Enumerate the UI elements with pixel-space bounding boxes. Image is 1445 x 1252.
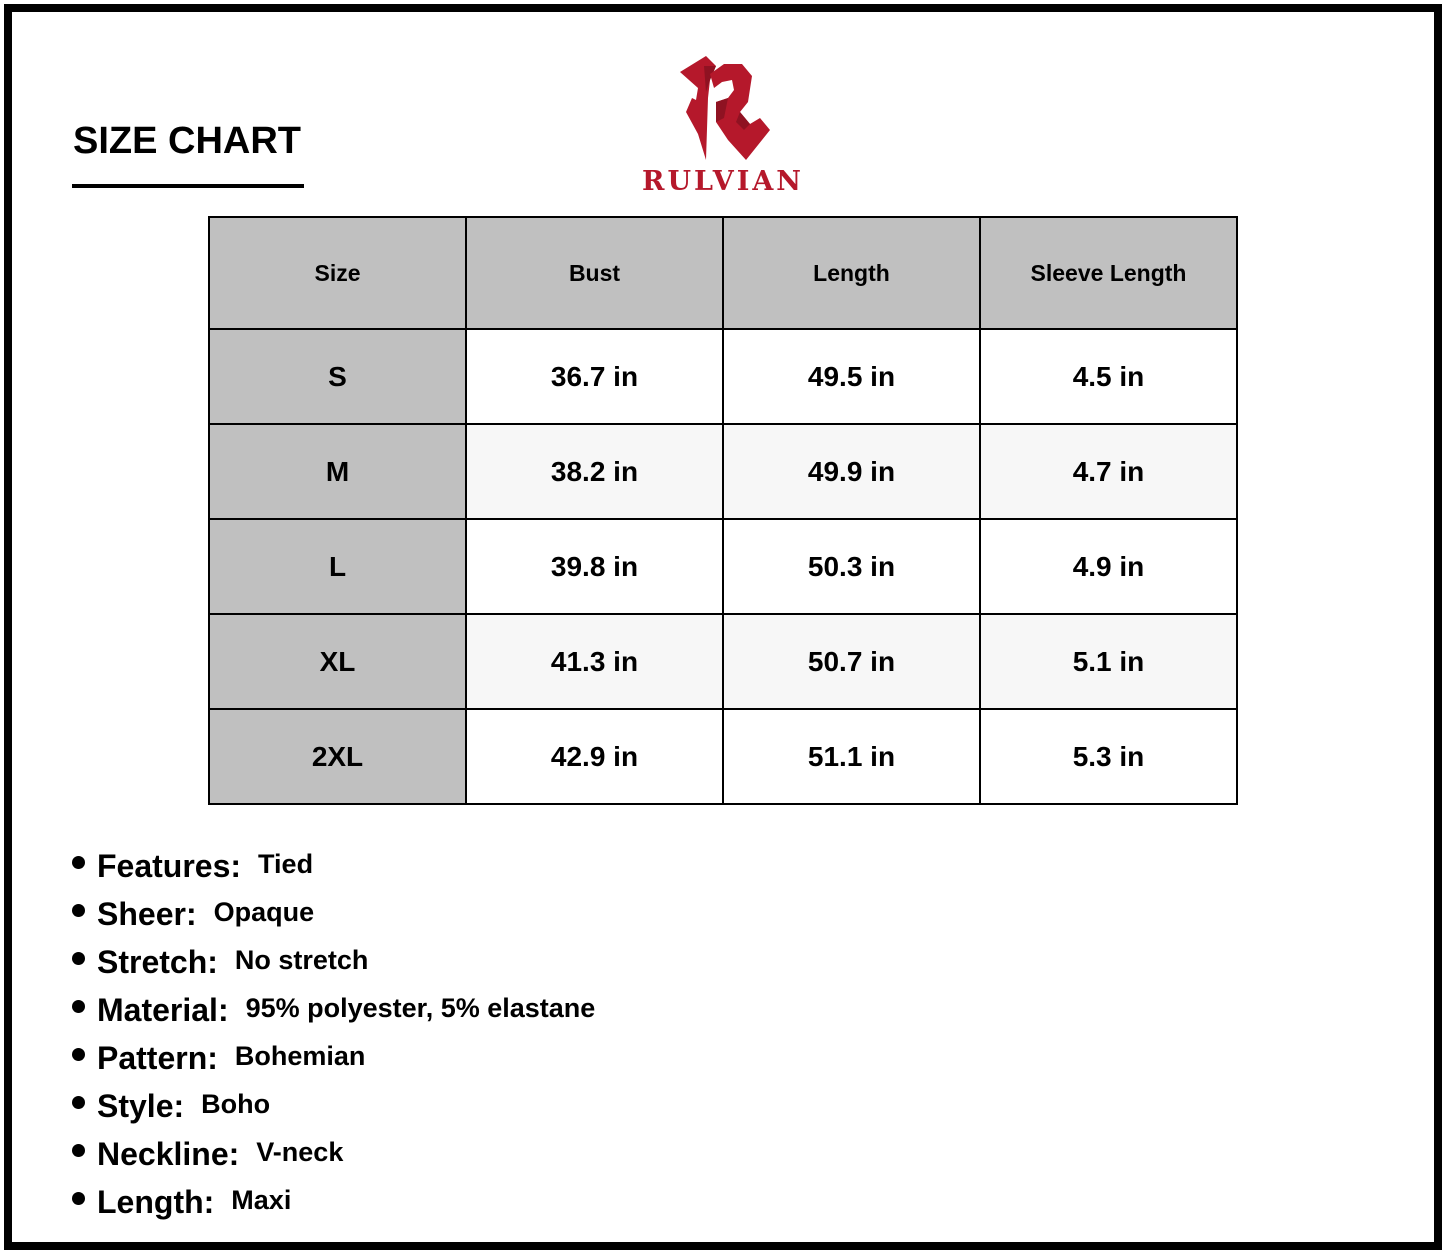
table-row: [209, 614, 1237, 709]
feature-item-neckline: [72, 1136, 595, 1184]
feature-label: Sheer:: [97, 896, 197, 932]
table-row: [209, 329, 1237, 424]
feature-value: Opaque: [213, 897, 315, 927]
feature-label: Style:: [97, 1088, 185, 1124]
brand-wordmark: RULVIAN: [642, 166, 804, 197]
length-cell: 51.1 in: [723, 709, 980, 804]
feature-label: Pattern:: [97, 1040, 218, 1076]
bust-cell: 39.8 in: [466, 519, 723, 614]
feature-value: V-neck: [256, 1137, 344, 1167]
sleeve-length-cell: 5.1 in: [980, 614, 1237, 709]
sleeve-length-cell: 4.9 in: [980, 519, 1237, 614]
size-cell: M: [209, 424, 466, 519]
bullet-icon: [72, 1096, 85, 1109]
bullet-icon: [72, 1144, 85, 1157]
feature-label: Features:: [97, 848, 242, 884]
size-cell: S: [209, 329, 466, 424]
bullet-icon: [72, 1192, 85, 1205]
feature-value: Boho: [201, 1089, 271, 1119]
feature-item-stretch: [72, 944, 595, 992]
feature-value: 95% polyester, 5% elastane: [245, 993, 596, 1023]
table-row: [209, 709, 1237, 804]
size-cell: XL: [209, 614, 466, 709]
bullet-icon: [72, 1000, 85, 1013]
sleeve-length-cell: 5.3 in: [980, 709, 1237, 804]
length-cell: 49.5 in: [723, 329, 980, 424]
feature-value: Tied: [258, 849, 314, 879]
length-cell: 50.7 in: [723, 614, 980, 709]
bullet-icon: [72, 952, 85, 965]
title-underline: [72, 184, 304, 188]
feature-label: Stretch:: [97, 944, 218, 980]
page-title: SIZE CHART: [73, 120, 301, 162]
length-cell: 50.3 in: [723, 519, 980, 614]
size-cell: 2XL: [209, 709, 466, 804]
table-row: [209, 519, 1237, 614]
rulvian-r-logo-icon: [676, 52, 776, 164]
table-header-row: [209, 217, 1237, 329]
bullet-icon: [72, 856, 85, 869]
product-features-list: [72, 848, 595, 1232]
feature-item-material: [72, 992, 595, 1040]
feature-item-sheer: [72, 896, 595, 944]
length-cell: 49.9 in: [723, 424, 980, 519]
feature-value: Maxi: [231, 1185, 292, 1215]
bust-cell: 36.7 in: [466, 329, 723, 424]
sleeve-length-cell: 4.5 in: [980, 329, 1237, 424]
feature-label: Material:: [97, 992, 229, 1028]
feature-label: Length:: [97, 1184, 215, 1220]
table-row: [209, 424, 1237, 519]
sleeve-length-cell: 4.7 in: [980, 424, 1237, 519]
feature-item-style: [72, 1088, 595, 1136]
column-header-sleeve-length: Sleeve Length: [980, 217, 1237, 329]
feature-value: No stretch: [234, 945, 369, 975]
feature-item-pattern: [72, 1040, 595, 1088]
feature-item-features: [72, 848, 595, 896]
feature-label: Neckline:: [97, 1136, 240, 1172]
feature-item-length: [72, 1184, 595, 1232]
bullet-icon: [72, 1048, 85, 1061]
size-cell: L: [209, 519, 466, 614]
feature-value: Bohemian: [234, 1041, 366, 1071]
size-chart-table: [208, 216, 1238, 805]
bust-cell: 42.9 in: [466, 709, 723, 804]
bust-cell: 41.3 in: [466, 614, 723, 709]
column-header-length: Length: [723, 217, 980, 329]
bullet-icon: [72, 904, 85, 917]
column-header-size: Size: [209, 217, 466, 329]
brand-logo: [620, 50, 830, 200]
column-header-bust: Bust: [466, 217, 723, 329]
bust-cell: 38.2 in: [466, 424, 723, 519]
